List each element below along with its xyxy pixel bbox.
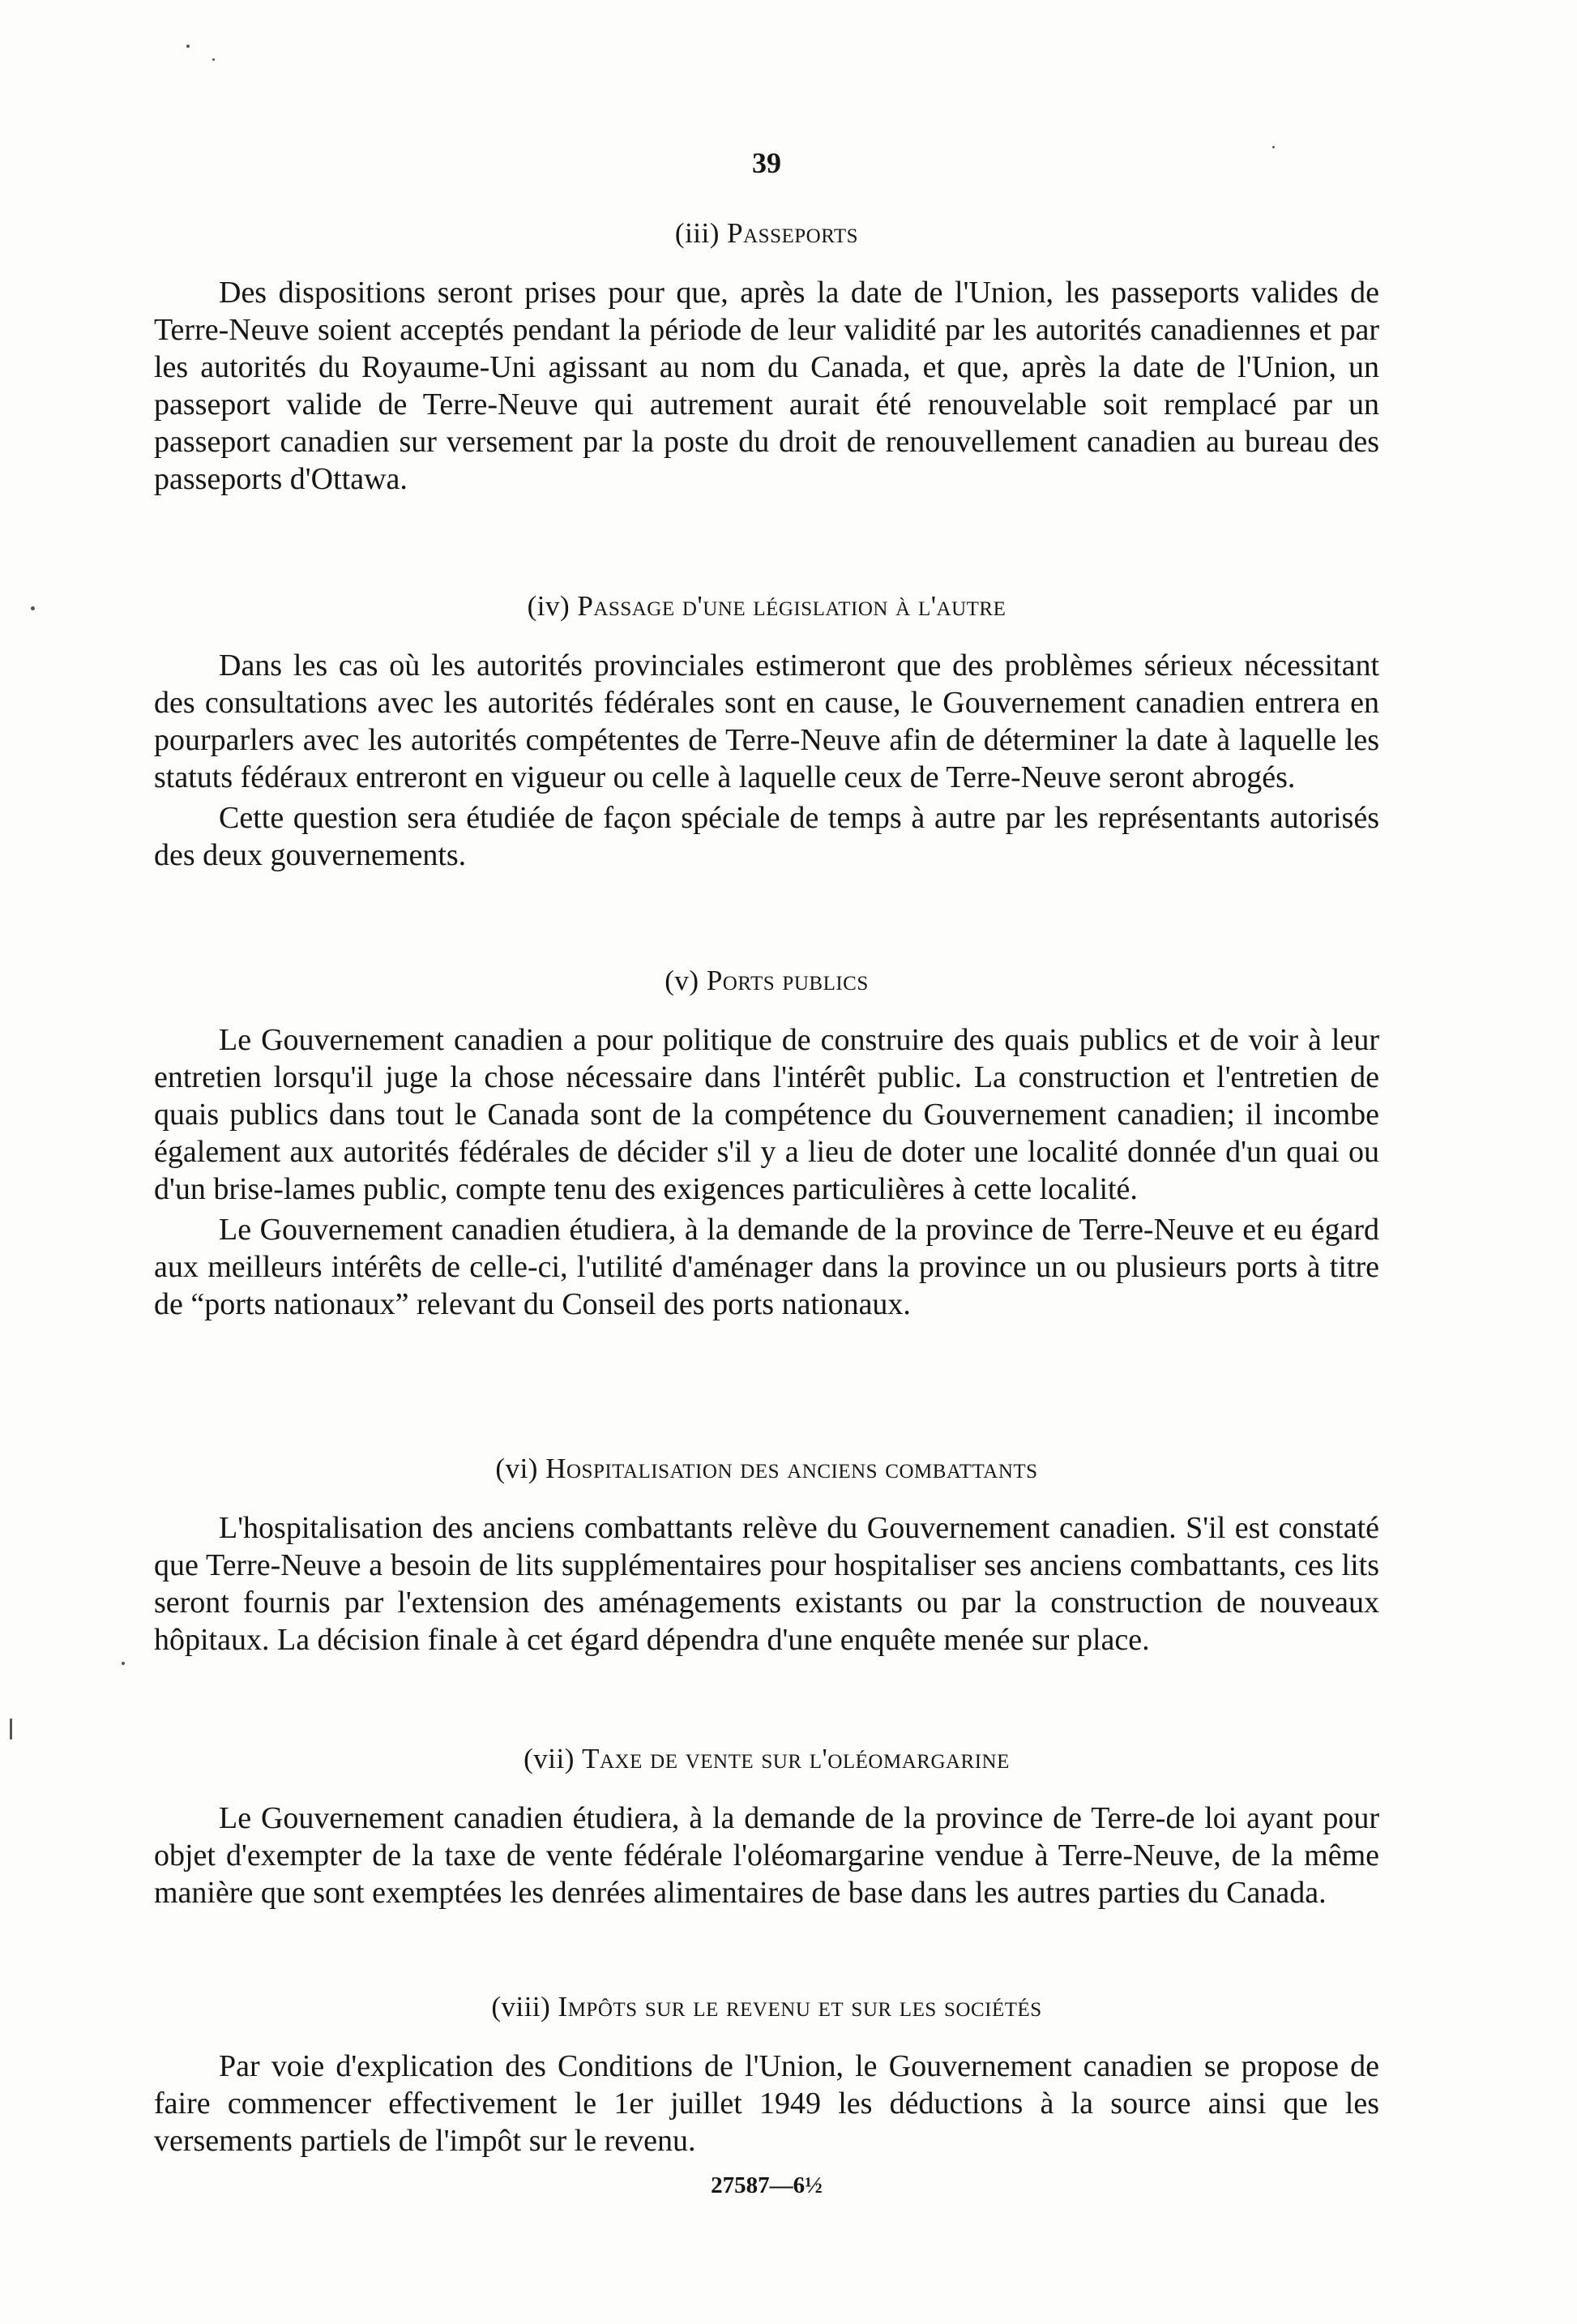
- section-passage-legislation: [154, 590, 1379, 877]
- paragraph: L'hospitalisation des anciens combattants relève du Gouvernement canadien. S'il est constaté que Terre-Neuve a besoin de lits supplémentaires pour hospitaliser ses anciens combattants, ces lits seront fournis par l'extension des aménagements existants ou par la construction de nouveaux hôpitaux. La décision finale à cet égard dépendra d'une enquête menée sur place.: [154, 1511, 1379, 1657]
- scan-mark: [10, 1718, 12, 1740]
- section-title: Passage d'une législation à l'autre: [577, 590, 1006, 622]
- section-number: (viii): [491, 1991, 551, 2022]
- paragraph: Des dispositions seront prises pour que, après la date de l'Union, les passeports valides de Terre-Neuve soient acceptés pendant la période de leur validité par les autorités canadiennes et par les autorités du Royaume-Uni agissant au nom du Canada, et que, après la date de l'Union, un passeport valide de Terre-Neuve qui autrement aurait été renouvelable soit remplacé par un passeport canadien sur versement par la poste du droit de renouvellement canadien au bureau des passeports d'Ottawa.: [154, 276, 1379, 496]
- section-title: Hospitalisation des anciens combattants: [545, 1453, 1038, 1484]
- scan-speck: [31, 606, 35, 610]
- page-number: 39: [752, 147, 781, 179]
- paragraph: Cette question sera étudiée de façon spéciale de temps à autre par les représentants autorisés des deux gouvernements.: [154, 801, 1379, 872]
- scan-speck: [1272, 146, 1275, 148]
- section-number: (vi): [495, 1453, 538, 1484]
- section-heading: [154, 1991, 1379, 2023]
- section-number: (v): [665, 965, 699, 996]
- section-number: (vii): [524, 1743, 575, 1774]
- paragraph: Le Gouvernement canadien étudiera, à la demande de la province de Terre-de loi ayant pour objet d'exempter de la taxe de vente fédérale l'oléomargarine vendue à Terre-Neuve, de la même manière que sont exemptées les denrées alimentaires de base dans les autres parties du Canada.: [154, 1801, 1379, 1910]
- scan-speck: [212, 58, 215, 61]
- section-heading: [154, 965, 1379, 997]
- scan-speck: [186, 45, 190, 48]
- section-passeports: [154, 217, 1379, 501]
- section-ports-publics: [154, 965, 1379, 1326]
- section-heading: [154, 590, 1379, 623]
- section-heading: [154, 1453, 1379, 1485]
- section-taxe-oleomargarine: [154, 1743, 1379, 1915]
- section-title: Taxe de vente sur l'oléomargarine: [582, 1743, 1010, 1774]
- scan-speck: [122, 1662, 125, 1665]
- paragraph: Le Gouvernement canadien a pour politique de construire des quais publics et de voir à leur entretien lorsqu'il juge la chose nécessaire dans l'intérêt public. La construction et l'entretien de quais publics dans tout le Canada sont de la compétence du Gouvernement canadien; il incombe également aux autorités fédérales de décider s'il y a lieu de doter une localité donnée d'un quai ou d'un brise-lames public, compte tenu des exigences particulières à cette localité.: [154, 1023, 1379, 1206]
- section-heading: [154, 217, 1379, 250]
- section-title: Passeports: [727, 217, 859, 249]
- section-title: Impôts sur le revenu et sur les sociétés: [558, 1991, 1042, 2022]
- section-number: (iv): [527, 590, 571, 622]
- section-title: Ports publics: [706, 965, 869, 996]
- paragraph: Par voie d'explication des Conditions de l'Union, le Gouvernement canadien se propose de faire commencer effectivement le 1er juillet 1949 les déductions à la source ainsi que les versements partiels de l'impôt sur le revenu.: [154, 2049, 1379, 2158]
- paragraph: Dans les cas où les autorités provinciales estimeront que des problèmes sérieux nécessitant des consultations avec les autorités fédérales sont en cause, le Gouvernement canadien entrera en pourparlers avec les autorités compétentes de Terre-Neuve afin de déterminer la date à laquelle les statuts fédéraux entreront en vigueur ou celle à laquelle ceux de Terre-Neuve seront abrogés.: [154, 648, 1379, 794]
- section-impots: [154, 1991, 1379, 2163]
- section-heading: [154, 1743, 1379, 1775]
- print-reference-code: 27587—6½: [711, 2172, 823, 2198]
- section-number: (iii): [674, 217, 720, 249]
- paragraph: Le Gouvernement canadien étudiera, à la demande de la province de Terre-Neuve et eu égard aux meilleurs intérêts de celle-ci, l'utilité d'aménager dans la province un ou plusieurs ports à titre de “ports nationaux” relevant du Conseil des ports nationaux.: [154, 1213, 1379, 1321]
- section-hospitalisation: [154, 1453, 1379, 1662]
